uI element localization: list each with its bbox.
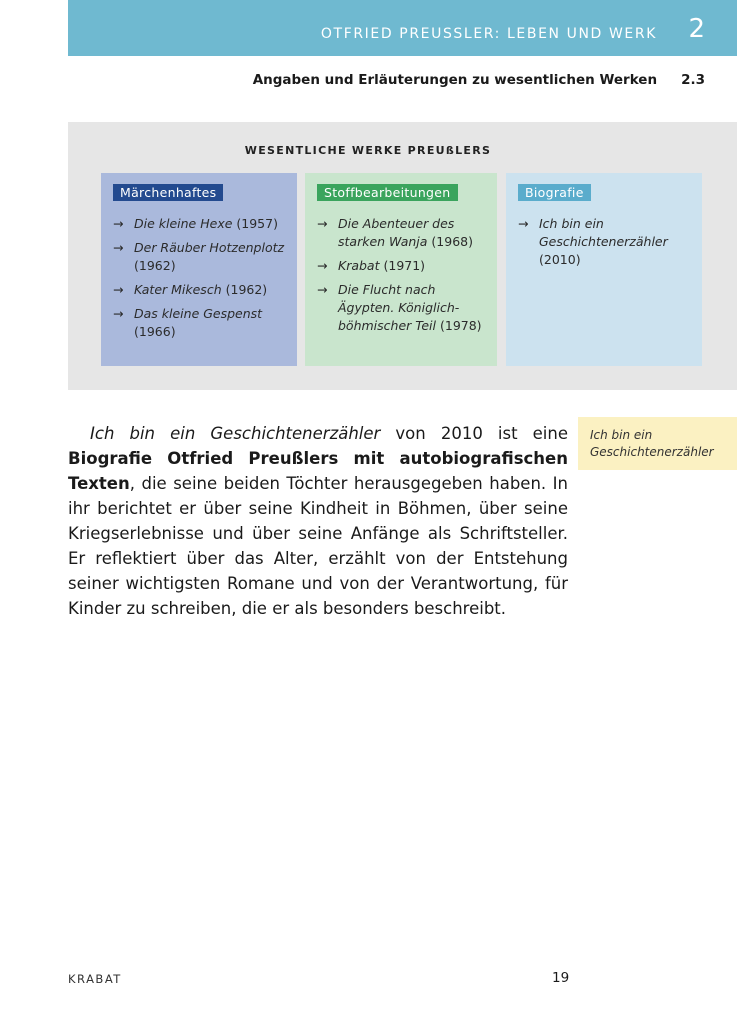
body-paragraph: Ich bin ein Geschichtenerzähler von 2010 ist eine Biografie Otfried Preußlers mit autobiografischen Texten, die seine beiden Töchter herausgegeben haben. In ihr berichtet er über seine Kindheit in Böhmen, über seine Kriegserlebnisse und über seine Anfänge als Schriftsteller. Er reflektiert über das Alter, erzählt von der Entstehung seiner wichtigsten Romane und von der Verantwortung, für Kinder zu schreiben, die er als besonders beschreibt. (68, 424, 568, 618)
column-label: Stoffbearbeitungen (317, 184, 458, 201)
margin-note: Ich bin ein Geschichtenerzähler (578, 417, 737, 470)
column-label: Biografie (518, 184, 591, 201)
column-biografie (506, 173, 702, 366)
work-item: → Der Räuber Hotzenplotz (1962) (113, 240, 285, 273)
arrow-right-icon: → (317, 258, 328, 273)
work-item: → Kater Mikesch (1962) (113, 282, 268, 297)
work-item: → Die Abenteuer des starken Wanja (1968) (317, 216, 473, 249)
column-label: Märchenhaftes (113, 184, 223, 201)
chapter-title: OTFRIED PREUSSLER: LEBEN UND WERK (320, 26, 657, 42)
page-number: 19 (552, 970, 570, 986)
arrow-right-icon: → (317, 216, 328, 231)
arrow-right-icon: → (518, 216, 529, 231)
column-maerchenhaftes (101, 173, 297, 366)
section-header (240, 72, 705, 88)
chapter-number: 2 (688, 14, 705, 44)
section-title: Angaben und Erläuterungen zu wesentlichen Werken (252, 72, 658, 88)
arrow-right-icon: → (317, 282, 328, 297)
work-item: → Die Flucht nach Ägypten. Königlich-böhmischer Teil (1978) (317, 282, 482, 333)
arrow-right-icon: → (113, 216, 124, 231)
work-item: → Die kleine Hexe (1957) (113, 216, 278, 231)
footer-book-title: KRABAT (68, 972, 122, 986)
arrow-right-icon: → (113, 282, 124, 297)
column-stoffbearbeitungen (305, 173, 497, 366)
work-item: → Ich bin ein Geschichtenerzähler (2010) (518, 216, 668, 267)
work-item: → Das kleine Gespenst (1966) (113, 306, 263, 339)
works-overview-box (68, 122, 737, 390)
chapter-header-bar (68, 0, 737, 56)
work-item: → Krabat (1971) (317, 258, 426, 273)
arrow-right-icon: → (113, 240, 124, 255)
section-number: 2.3 (681, 72, 705, 88)
arrow-right-icon: → (113, 306, 124, 321)
overview-title: WESENTLICHE WERKE PREUßLERS (244, 144, 492, 157)
